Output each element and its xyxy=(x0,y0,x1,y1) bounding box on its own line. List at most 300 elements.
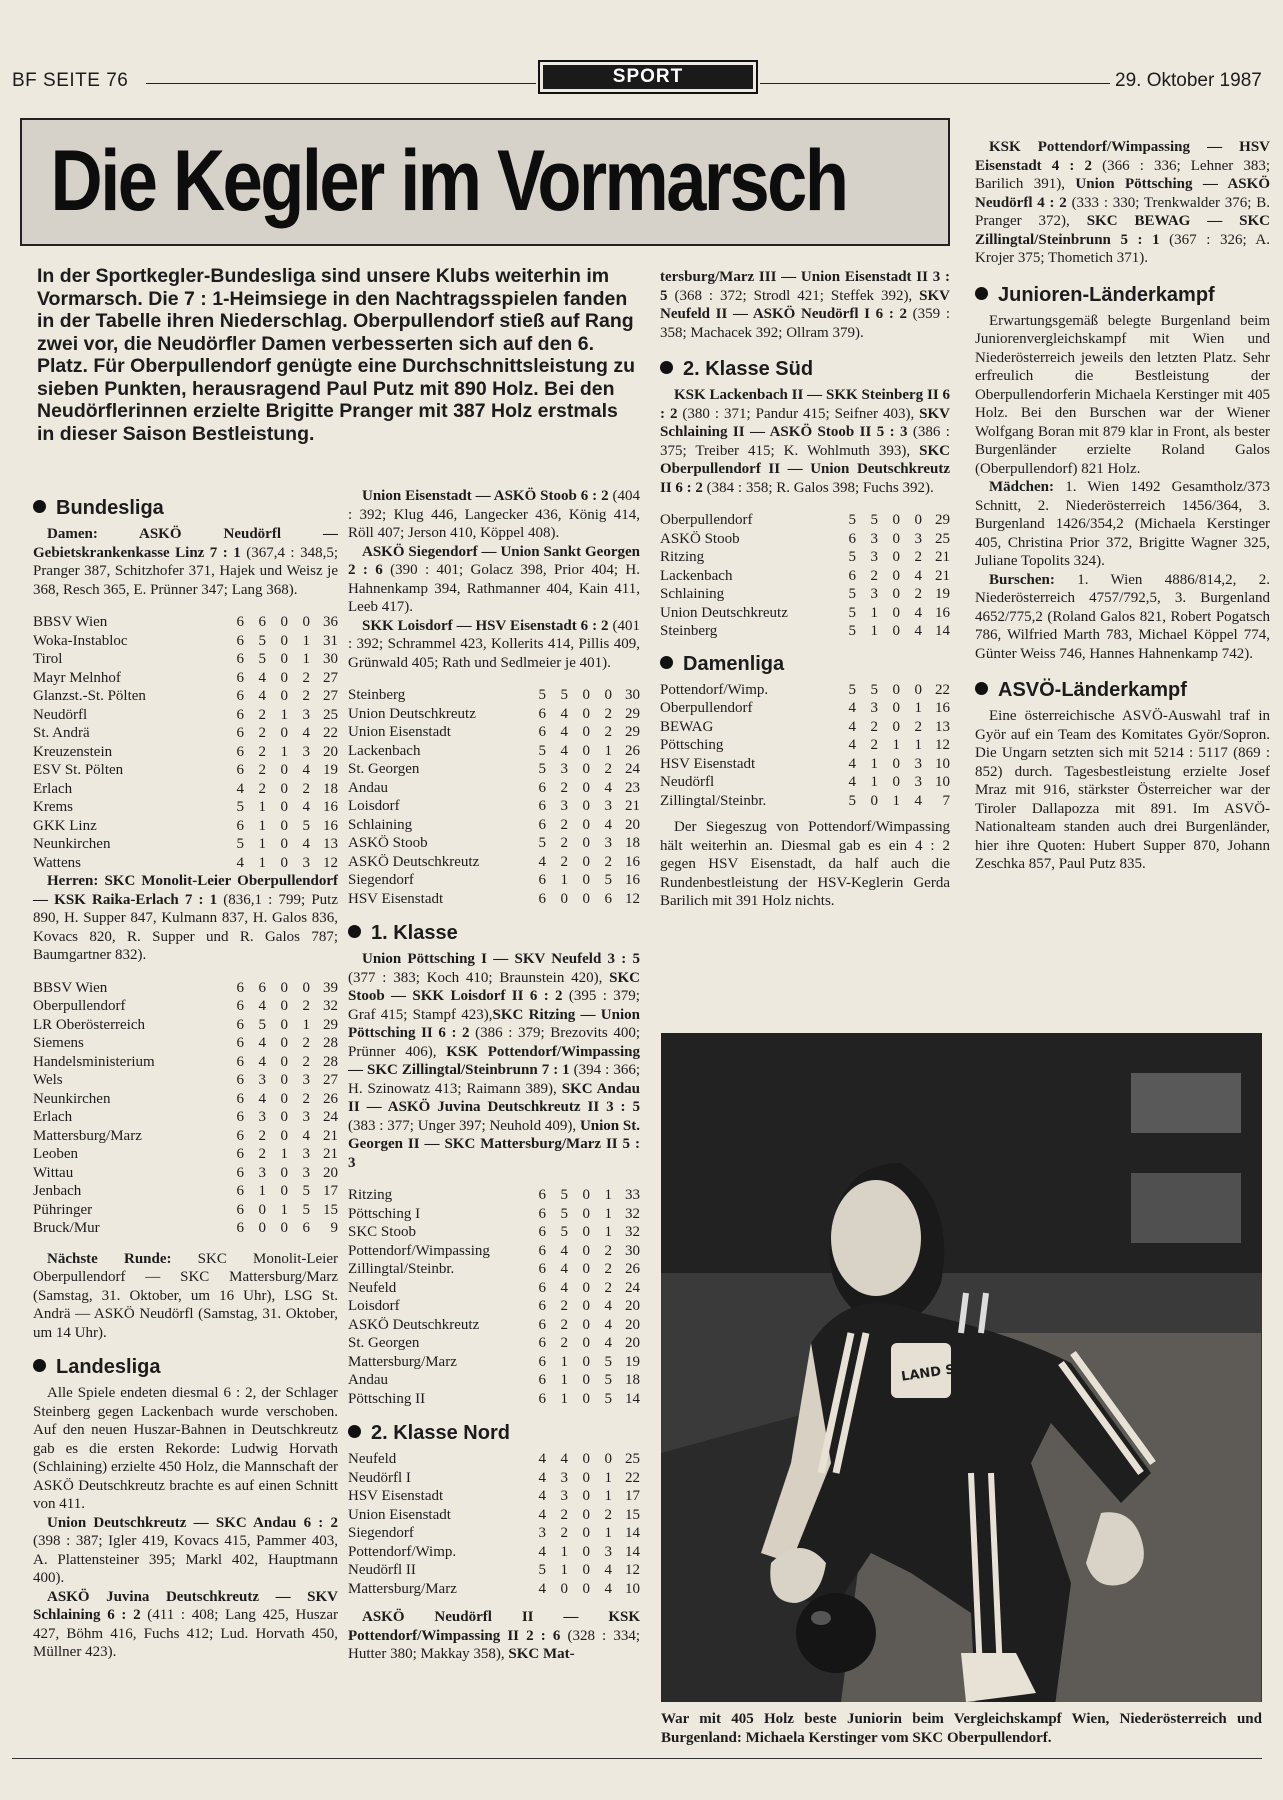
stat-cell: 1 xyxy=(302,632,310,649)
column-3 xyxy=(660,268,950,911)
team-name: Neunkirchen xyxy=(33,1090,111,1107)
points: 13 xyxy=(935,718,950,735)
team-name: Pöttsching II xyxy=(348,1390,426,1407)
stat-cell: 0 xyxy=(892,681,900,698)
stat-cell: 3 xyxy=(302,1072,310,1088)
stat-cell: 3 xyxy=(870,700,878,716)
subhead-landesliga: Landesliga xyxy=(33,1354,338,1380)
table-row xyxy=(33,798,338,817)
team-name: Union Deutschkreutz xyxy=(348,705,476,722)
table-row xyxy=(33,706,338,725)
stat-cell: 4 xyxy=(560,705,568,722)
points: 20 xyxy=(625,1298,640,1314)
table-row xyxy=(33,1164,338,1183)
results-2-klasse-nord: ASKÖ Neudörfl II — KSK Pottendorf/Wimpassing II 2 : 6 (328 : 334; Hutter 380; Makkay 358), SKC Mat- xyxy=(348,1609,640,1662)
stat-cell: 1 xyxy=(560,1353,568,1370)
points: 29 xyxy=(625,724,640,740)
points: 20 xyxy=(625,1316,640,1333)
stat-cell: 6 xyxy=(538,1261,546,1277)
stat-cell: 0 xyxy=(280,1090,288,1107)
table-row xyxy=(348,1297,640,1316)
stat-cell: 0 xyxy=(582,1335,590,1351)
photo-caption: War mit 405 Holz beste Juniorin beim Vergleichskampf Wien, Niederösterreich und Burgenland: Michaela Kerstinger vom SKC Oberpullendorf. xyxy=(661,1711,1262,1746)
stat-cell: 6 xyxy=(302,1220,310,1236)
table-row xyxy=(33,743,338,762)
stat-cell: 3 xyxy=(914,530,922,547)
stat-cell: 0 xyxy=(582,890,590,907)
stat-cell: 6 xyxy=(604,890,612,907)
stat-cell: 6 xyxy=(236,614,244,630)
stat-cell: 5 xyxy=(258,1016,266,1033)
table-row xyxy=(348,1543,640,1562)
stat-cell: 0 xyxy=(560,890,568,907)
team-name: Jenbach xyxy=(33,1183,82,1199)
table-row xyxy=(660,755,950,774)
points: 14 xyxy=(935,623,950,639)
stat-cell: 0 xyxy=(892,549,900,565)
team-name: ASKÖ Stoob xyxy=(348,835,428,851)
stat-cell: 6 xyxy=(236,1053,244,1070)
points: 32 xyxy=(323,998,338,1014)
stat-cell: 2 xyxy=(302,780,310,797)
bottom-rule xyxy=(12,1758,1262,1759)
stat-cell: 4 xyxy=(560,742,568,759)
section-label xyxy=(538,60,758,94)
table-row xyxy=(348,1242,640,1261)
stat-cell: 4 xyxy=(538,1543,546,1560)
result-damen: Damen: ASKÖ Neudörfl — Gebietskrankenkasse Linz 7 : 1 (367,4 : 348,5; Pranger 387, Schitzhofer 371, Hajek und Weisz je 368, Resch 365, E. Prünner 347; Lang 368). xyxy=(33,526,338,598)
stat-cell: 4 xyxy=(848,737,856,753)
stat-cell: 2 xyxy=(870,567,878,584)
team-name: Siegendorf xyxy=(348,872,414,888)
landesliga-intro: Alle Spiele endeten diesmal 6 : 2, der Schlager Steinberg gegen Lackenbach wurde verschoben. Auf den neuen Huszar-Bahnen in Deutschkreutz gab es die ersten Rekorde: Ludwig Horvath (Schlaining) erzielte 450 Holz, die Mannschaft der ASKÖ Deutschkreutz brachte es auf einen Schnitt von 411. xyxy=(33,1385,338,1512)
stat-cell: 1 xyxy=(302,651,310,667)
stat-cell: 3 xyxy=(302,854,310,871)
stat-cell: 0 xyxy=(280,799,288,815)
points: 22 xyxy=(625,1469,640,1486)
results-nord-cont: tersburg/Marz III — Union Eisenstadt II 3 : 5 (368 : 372; Strodl 421; Steffek 392), SKV Neufeld II — ASKÖ Neudörfl I 6 : 2 (359 : 358; Machacek 392; Ollram 379). xyxy=(660,269,950,341)
stat-cell: 2 xyxy=(870,737,878,753)
team-name: Neufeld xyxy=(348,1451,397,1467)
stat-cell: 0 xyxy=(582,724,590,740)
stat-cell: 2 xyxy=(914,718,922,735)
table-row xyxy=(660,736,950,755)
stat-cell: 6 xyxy=(236,1090,244,1107)
table-row xyxy=(660,718,950,737)
stat-cell: 3 xyxy=(258,1109,266,1125)
stat-cell: 3 xyxy=(870,549,878,565)
stat-cell: 5 xyxy=(848,586,856,602)
team-name: Siegendorf xyxy=(348,1525,414,1541)
stat-cell: 6 xyxy=(538,724,546,740)
team-name: St. Andrä xyxy=(33,725,90,741)
stat-cell: 2 xyxy=(258,706,266,723)
table-row xyxy=(33,1108,338,1127)
stat-cell: 6 xyxy=(236,762,244,778)
standings-1-klasse xyxy=(348,1186,640,1408)
stat-cell: 0 xyxy=(258,1201,266,1218)
bullet-icon xyxy=(660,656,673,669)
table-row xyxy=(660,681,950,700)
table-row xyxy=(33,1016,338,1035)
stat-cell: 6 xyxy=(538,1335,546,1351)
stat-cell: 0 xyxy=(892,623,900,639)
stat-cell: 0 xyxy=(280,1016,288,1033)
stat-cell: 2 xyxy=(604,853,612,870)
stat-cell: 0 xyxy=(280,979,288,996)
stat-cell: 1 xyxy=(914,737,922,753)
table-row xyxy=(33,761,338,780)
stat-cell: 1 xyxy=(870,755,878,772)
table-row xyxy=(348,797,640,816)
stat-cell: 3 xyxy=(560,1469,568,1486)
stat-cell: 6 xyxy=(236,1016,244,1033)
table-row xyxy=(660,773,950,792)
points: 31 xyxy=(323,632,338,649)
points: 19 xyxy=(935,586,950,602)
points: 17 xyxy=(625,1488,640,1504)
points: 25 xyxy=(935,530,950,547)
stat-cell: 2 xyxy=(604,1506,612,1523)
stat-cell: 6 xyxy=(236,1164,244,1181)
stat-cell: 4 xyxy=(302,799,310,815)
points: 30 xyxy=(625,1242,640,1259)
bullet-icon xyxy=(975,682,988,695)
points: 27 xyxy=(323,1072,338,1088)
team-name: Neudörfl xyxy=(660,774,715,790)
points: 36 xyxy=(323,614,338,630)
table-row xyxy=(33,1034,338,1053)
stat-cell: 4 xyxy=(258,669,266,686)
points: 19 xyxy=(323,762,338,778)
table-row xyxy=(348,1450,640,1469)
stat-cell: 6 xyxy=(538,1298,546,1314)
stat-cell: 0 xyxy=(560,1580,568,1597)
results-damenliga: KSK Pottendorf/Wimpassing — HSV Eisenstadt 4 : 2 (366 : 336; Lehner 383; Barilich 391), Union Pöttsching — ASKÖ Neudörfl 4 : 2 (333 : 330; Trenkwalder 376; B. Pranger 372), SKC BEWAG — SKC Zillingtal/Steinbrunn 5 : 1 (367 : 326; A. Krojer 375; Thometich 371). xyxy=(975,139,1270,266)
stat-cell: 6 xyxy=(848,530,856,547)
stat-cell: 3 xyxy=(604,798,612,814)
stat-cell: 1 xyxy=(604,1469,612,1486)
stat-cell: 1 xyxy=(560,1390,568,1407)
table-row xyxy=(660,567,950,586)
points: 27 xyxy=(323,669,338,686)
standings-herren xyxy=(33,979,338,1238)
points: 29 xyxy=(323,1016,338,1033)
table-row xyxy=(660,585,950,604)
table-row xyxy=(660,511,950,530)
stat-cell: 5 xyxy=(848,512,856,528)
next-round: Nächste Runde: SKC Monolit-Leier Oberpullendorf — SKC Mattersburg/Marz (Samstag, 31. Oktober, um 16 Uhr), LSG St. Andrä — ASKÖ Neudörfl (Samstag, 31. Oktober, um 14 Uhr). xyxy=(33,1250,339,1341)
stat-cell: 1 xyxy=(258,836,266,852)
stat-cell: 1 xyxy=(280,1201,288,1218)
table-row xyxy=(33,1053,338,1072)
stat-cell: 6 xyxy=(538,890,546,907)
stat-cell: 3 xyxy=(914,755,922,772)
stat-cell: 5 xyxy=(302,1183,310,1199)
stat-cell: 2 xyxy=(302,669,310,686)
points: 25 xyxy=(323,706,338,723)
table-row xyxy=(348,1506,640,1525)
stat-cell: 4 xyxy=(538,1580,546,1597)
team-name: Mattersburg/Marz xyxy=(33,1127,142,1144)
stat-cell: 3 xyxy=(302,1164,310,1181)
points: 20 xyxy=(323,1164,338,1181)
team-name: Oberpullendorf xyxy=(660,700,753,716)
stat-cell: 5 xyxy=(848,792,856,809)
stat-cell: 4 xyxy=(848,774,856,790)
points: 28 xyxy=(323,1035,338,1051)
headline-box xyxy=(20,118,950,246)
column-2 xyxy=(348,487,640,1664)
points: 22 xyxy=(935,681,950,698)
stat-cell: 5 xyxy=(560,1187,568,1203)
stat-cell: 6 xyxy=(236,688,244,704)
stat-cell: 5 xyxy=(848,549,856,565)
stat-cell: 3 xyxy=(560,798,568,814)
stat-cell: 1 xyxy=(560,872,568,888)
team-name: Union Eisenstadt xyxy=(348,1506,451,1523)
stat-cell: 1 xyxy=(604,1224,612,1240)
table-row xyxy=(348,1524,640,1543)
stat-cell: 3 xyxy=(870,530,878,547)
stat-cell: 0 xyxy=(582,742,590,759)
team-name: Glanzst.-St. Pölten xyxy=(33,688,146,704)
bullet-icon xyxy=(975,287,988,300)
team-name: HSV Eisenstadt xyxy=(348,1488,444,1504)
table-row xyxy=(660,699,950,718)
stat-cell: 3 xyxy=(258,1164,266,1181)
stat-cell: 5 xyxy=(538,761,546,777)
points: 16 xyxy=(323,799,338,815)
table-row xyxy=(660,604,950,623)
stat-cell: 3 xyxy=(560,761,568,777)
points: 26 xyxy=(625,1261,640,1277)
points: 30 xyxy=(625,687,640,703)
table-row xyxy=(348,723,640,742)
table-row xyxy=(348,1353,640,1372)
team-name: Zillingtal/Steinbr. xyxy=(660,792,767,809)
stat-cell: 4 xyxy=(560,1242,568,1259)
stat-cell: 5 xyxy=(302,817,310,834)
stat-cell: 2 xyxy=(604,761,612,777)
points: 14 xyxy=(625,1525,640,1541)
table-row xyxy=(660,530,950,549)
table-row xyxy=(660,792,950,811)
points: 10 xyxy=(935,755,950,772)
table-row xyxy=(33,1145,338,1164)
stat-cell: 1 xyxy=(258,1183,266,1199)
table-row xyxy=(348,834,640,853)
subhead-2-klasse-sued: 2. Klasse Süd xyxy=(660,356,950,382)
stat-cell: 6 xyxy=(538,798,546,814)
stat-cell: 1 xyxy=(604,1187,612,1203)
standings-2-klasse-nord xyxy=(348,1450,640,1598)
table-row xyxy=(348,871,640,890)
table-row xyxy=(348,1371,640,1390)
table-row xyxy=(33,854,338,873)
stat-cell: 6 xyxy=(538,1390,546,1407)
stat-cell: 0 xyxy=(892,774,900,790)
stat-cell: 6 xyxy=(236,1035,244,1051)
stat-cell: 3 xyxy=(538,1525,546,1541)
header-rule-left xyxy=(146,83,536,84)
stat-cell: 5 xyxy=(560,1224,568,1240)
stat-cell: 4 xyxy=(914,792,922,809)
stat-cell: 0 xyxy=(582,1187,590,1203)
table-row xyxy=(33,1182,338,1201)
stat-cell: 0 xyxy=(582,798,590,814)
stat-cell: 5 xyxy=(538,742,546,759)
stat-cell: 3 xyxy=(258,1072,266,1088)
stat-cell: 3 xyxy=(604,835,612,851)
stat-cell: 6 xyxy=(848,567,856,584)
table-row xyxy=(33,1127,338,1146)
stat-cell: 0 xyxy=(582,1298,590,1314)
stat-cell: 3 xyxy=(302,1146,310,1162)
points: 20 xyxy=(625,816,640,833)
damenliga-text: Der Siegeszug von Pottendorf/Wimpassing hält weiterhin an. Diesmal gab es ein 4 : 2 gegen HSV Eisenstadt, da half auch die Rundenbestleistung der HSV-Keglerin Gerda Barilich mit 391 Holz nichts. xyxy=(660,819,950,909)
stat-cell: 0 xyxy=(280,854,288,871)
table-row xyxy=(348,686,640,705)
stat-cell: 6 xyxy=(236,706,244,723)
stat-cell: 0 xyxy=(582,1316,590,1333)
stat-cell: 2 xyxy=(604,705,612,722)
stat-cell: 6 xyxy=(258,614,266,630)
result-eisenstadt-stoob: Union Eisenstadt — ASKÖ Stoob 6 : 2 (404 : 392; Klug 446, Langecker 436, König 414, Röll 407; Jerson 410, Köppel 408). xyxy=(348,488,640,541)
stat-cell: 0 xyxy=(892,586,900,602)
stat-cell: 6 xyxy=(538,1205,546,1222)
stat-cell: 4 xyxy=(258,1035,266,1051)
stat-cell: 1 xyxy=(302,1016,310,1033)
stat-cell: 6 xyxy=(538,1372,546,1388)
stat-cell: 0 xyxy=(280,632,288,649)
stat-cell: 2 xyxy=(258,1146,266,1162)
team-name: HSV Eisenstadt xyxy=(660,755,756,772)
points: 16 xyxy=(625,872,640,888)
points: 29 xyxy=(935,512,950,528)
stat-cell: 4 xyxy=(302,1127,310,1144)
team-name: Wels xyxy=(33,1072,63,1088)
section-label-text: SPORT xyxy=(543,65,753,89)
stat-cell: 2 xyxy=(560,1316,568,1333)
team-name: ASKÖ Deutschkreutz xyxy=(348,853,480,870)
stat-cell: 2 xyxy=(302,688,310,704)
headline: Die Kegler im Vormarsch xyxy=(50,133,847,229)
team-name: St. Georgen xyxy=(348,1335,420,1351)
table-row xyxy=(348,1186,640,1205)
team-name: Schlaining xyxy=(348,816,413,833)
team-name: BBSV Wien xyxy=(33,614,108,630)
stat-cell: 0 xyxy=(280,1109,288,1125)
points: 25 xyxy=(625,1451,640,1467)
table-row xyxy=(348,1279,640,1298)
stat-cell: 6 xyxy=(236,651,244,667)
stat-cell: 6 xyxy=(236,1220,244,1236)
stat-cell: 4 xyxy=(258,688,266,704)
stat-cell: 5 xyxy=(604,1353,612,1370)
header-rule-right xyxy=(760,83,1110,84)
points: 32 xyxy=(625,1205,640,1222)
team-name: Wittau xyxy=(33,1164,74,1181)
points: 21 xyxy=(625,798,640,814)
stat-cell: 5 xyxy=(236,836,244,852)
stat-cell: 0 xyxy=(280,1053,288,1070)
bullet-icon xyxy=(33,500,46,513)
team-name: Ritzing xyxy=(348,1187,393,1203)
column-4 xyxy=(975,138,1270,874)
table-row xyxy=(348,742,640,761)
stat-cell: 3 xyxy=(302,743,310,760)
stat-cell: 1 xyxy=(604,1525,612,1541)
team-name: Neunkirchen xyxy=(33,836,111,852)
team-name: Zillingtal/Steinbr. xyxy=(348,1261,455,1277)
stat-cell: 1 xyxy=(560,1372,568,1388)
team-name: Leoben xyxy=(33,1146,78,1162)
stat-cell: 6 xyxy=(538,1224,546,1240)
points: 12 xyxy=(323,854,338,871)
team-name: Pottendorf/Wimp. xyxy=(348,1543,457,1560)
stat-cell: 6 xyxy=(538,1187,546,1203)
points: 22 xyxy=(323,725,338,741)
table-row xyxy=(33,669,338,688)
stat-cell: 1 xyxy=(604,1205,612,1222)
table-row xyxy=(33,1201,338,1220)
stat-cell: 0 xyxy=(280,1035,288,1051)
team-name: BBSV Wien xyxy=(33,979,108,996)
stat-cell: 0 xyxy=(604,687,612,703)
stat-cell: 6 xyxy=(538,1279,546,1296)
stat-cell: 0 xyxy=(582,1390,590,1407)
stat-cell: 0 xyxy=(280,688,288,704)
stat-cell: 1 xyxy=(604,1488,612,1504)
stat-cell: 5 xyxy=(848,604,856,621)
team-name: Oberpullendorf xyxy=(660,512,753,528)
shirt-lettering: LAND STEIRE xyxy=(900,1356,997,1385)
table-row xyxy=(348,1205,640,1224)
table-row xyxy=(33,1090,338,1109)
points: 21 xyxy=(323,1127,338,1144)
stat-cell: 0 xyxy=(582,779,590,796)
points: 20 xyxy=(323,743,338,760)
stat-cell: 2 xyxy=(258,762,266,778)
stat-cell: 0 xyxy=(892,512,900,528)
stat-cell: 0 xyxy=(302,614,310,630)
table-row xyxy=(348,1316,640,1335)
table-row xyxy=(33,613,338,632)
stat-cell: 5 xyxy=(258,651,266,667)
points: 12 xyxy=(625,890,640,907)
lead-paragraph: In der Sportkegler-Bundesliga sind unsere Klubs weiterhin im Vormarsch. Die 7 : 1-Heimsiege in den Nachtragsspielen fanden in der Tabelle ihren Niederschlag. Oberpullendorf stieß auf Rang zwei vor, die Neudörfler Damen verbesserten sich auf den 6. Platz. Für Oberpullendorf genügte eine Durchschnittsleistung zu sieben Punkten, herausragend Paul Putz mit 890 Holz. Bei den Neudörflerinnen erzielte Brigitte Pranger mit 387 Holz erstmals in dieser Saison Bestleistung. xyxy=(37,265,636,445)
table-row xyxy=(348,1561,640,1580)
points: 16 xyxy=(935,604,950,621)
points: 9 xyxy=(330,1220,338,1236)
table-row xyxy=(348,760,640,779)
table-row xyxy=(33,687,338,706)
stat-cell: 1 xyxy=(280,743,288,760)
stat-cell: 4 xyxy=(258,1090,266,1107)
stat-cell: 0 xyxy=(280,1072,288,1088)
points: 30 xyxy=(323,651,338,667)
stat-cell: 0 xyxy=(582,1353,590,1370)
stat-cell: 6 xyxy=(236,1201,244,1218)
stat-cell: 2 xyxy=(604,724,612,740)
stat-cell: 5 xyxy=(848,681,856,698)
stat-cell: 5 xyxy=(302,1201,310,1218)
points: 10 xyxy=(935,774,950,790)
table-row xyxy=(348,816,640,835)
stat-cell: 0 xyxy=(582,1469,590,1486)
stat-cell: 4 xyxy=(538,853,546,870)
